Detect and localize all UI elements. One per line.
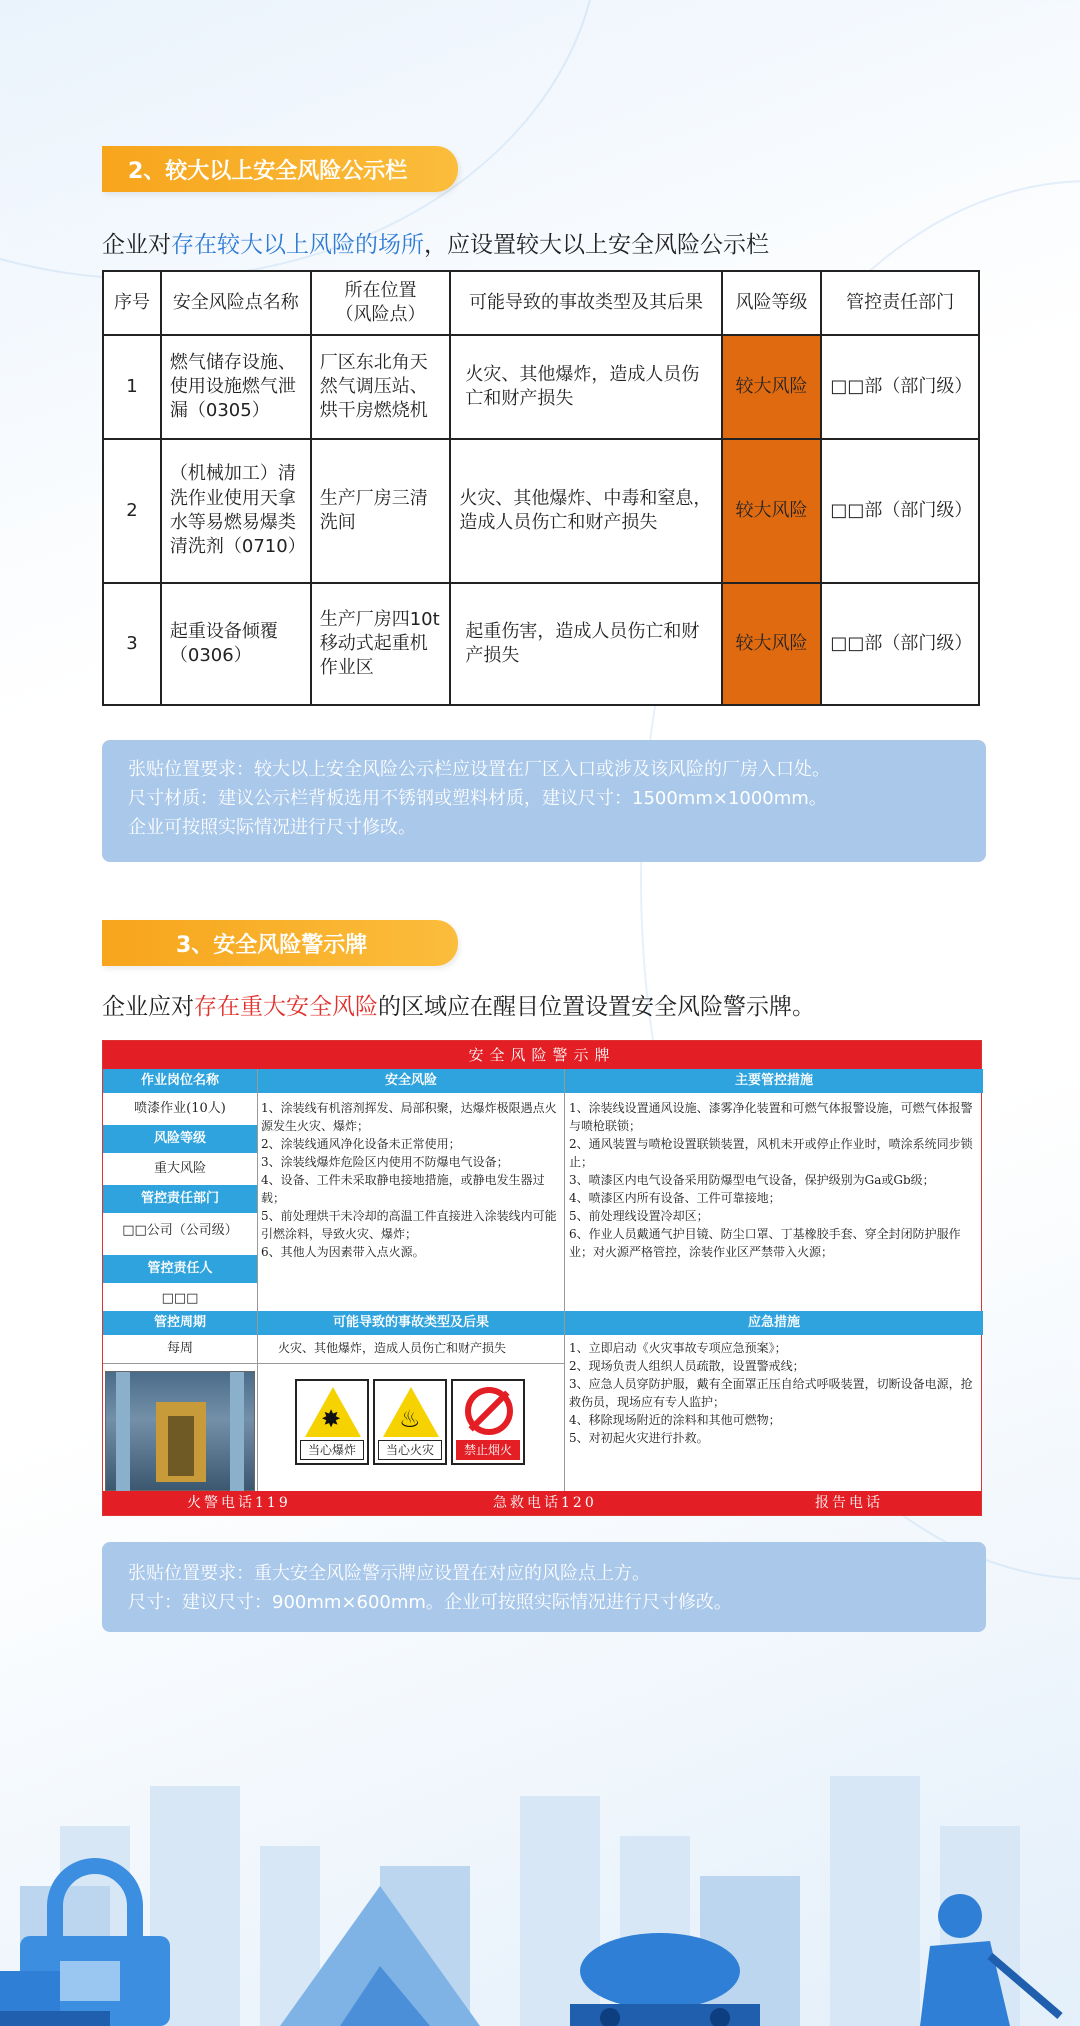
cell-name: （机械加工）清洗作业使用天拿水等易燃易爆类清洗剂（0710） [161, 439, 311, 583]
emergency-item: 1、立即启动《火灾事故专项应急预案》； [569, 1341, 787, 1355]
sign-cycle-label: 管控周期 [103, 1311, 257, 1335]
sign-footer [103, 1491, 981, 1515]
intro-text: ，应设置较大以上安全风险公示栏 [424, 232, 769, 258]
cell-consequence: 火灾、其他爆炸，造成人员伤亡和财产损失 [450, 335, 721, 439]
sign-emergency-list [569, 1339, 979, 1447]
sign-post-value: 喷漆作业(10人) [134, 1101, 226, 1116]
emergency-item: 2、现场负责人组织人员疏散，设置警戒线； [569, 1359, 805, 1373]
risk-warning-sign [102, 1040, 982, 1516]
sign-col-post: 作业岗位名称 [103, 1069, 257, 1093]
measure-item: 6、作业人员戴通气护目镜、防尘口罩、丁基橡胶手套、穿全封闭防护服作业；对火源严格管控，涂装作业区严禁带入火源； [569, 1227, 961, 1259]
cell-location: 生产厂房三清洗间 [311, 439, 451, 583]
notice-line: 尺寸材质：建议公示栏背板选用不锈钢或塑料材质，建议尺寸：1500mm×1000mm。 [128, 787, 827, 809]
sign-col-risk: 安全风险 [258, 1069, 564, 1093]
cell-level: 较大风险 [722, 583, 822, 705]
section2-intro [102, 226, 769, 259]
measure-item: 5、前处理线设置冷却区； [569, 1209, 709, 1223]
cell-location: 厂区东北角天然气调压站、烘干房燃烧机 [311, 335, 451, 439]
no-fire-icon [451, 1379, 525, 1465]
sign-consequence-label: 可能导致的事故类型及后果 [258, 1311, 564, 1335]
measure-item: 4、喷漆区内所有设备、工件可靠接地； [569, 1191, 781, 1205]
th-location: 所在位置 （风险点） [311, 271, 451, 335]
section2-tab [102, 146, 458, 192]
intro-text: 企业对 [102, 232, 171, 258]
cell-name: 起重设备倾覆（0306） [161, 583, 311, 705]
risk-item: 4、设备、工件未采取静电接地措施，或静电发生器过载； [261, 1173, 545, 1205]
risk-item: 6、其他人为因素带入点火源。 [261, 1245, 425, 1259]
sign-cycle-value: 每周 [166, 1341, 193, 1356]
measure-item: 1、涂装线设置通风设施、漆雾净化装置和可燃气体报警设施，可燃气体报警与喷枪联锁； [569, 1101, 973, 1133]
cell-location: 生产厂房四10t移动式起重机作业区 [311, 583, 451, 705]
sign-emergency-label: 应急措施 [565, 1311, 983, 1335]
sign-person-value: □□□ [161, 1291, 199, 1306]
hazard-label: 禁止烟火 [456, 1440, 520, 1460]
th-level: 风险等级 [722, 271, 822, 335]
explosion-warning-icon: ✸ 当心爆炸 [295, 1379, 369, 1465]
emergency-item: 5、对初起火灾进行扑救。 [569, 1431, 709, 1445]
intro-highlight: 存在重大安全风险 [194, 994, 378, 1020]
measure-item: 2、通风装置与喷枪设置联锁装置，风机未开或停止作业时，喷涂系统同步锁止； [569, 1137, 973, 1169]
section3-notice [102, 1542, 986, 1632]
sign-consequence-value: 火灾、其他爆炸，造成人员伤亡和财产损失 [278, 1341, 507, 1355]
cell-dept: □□部（部门级） [821, 583, 979, 705]
cell-consequence: 火灾、其他爆炸、中毒和窒息，造成人员伤亡和财产损失 [450, 439, 721, 583]
sign-col-measures: 主要管控措施 [565, 1069, 983, 1093]
sign-dept-label: 管控责任部门 [103, 1185, 257, 1213]
sign-title: 安全风险警示牌 [103, 1041, 981, 1069]
risk-item: 1、涂装线有机溶剂挥发、局部积聚，达爆炸极限遇点火源发生火灾、爆炸； [261, 1101, 557, 1133]
cell-consequence: 起重伤害，造成人员伤亡和财产损失 [450, 583, 721, 705]
table-row [103, 439, 979, 583]
cell-no: 3 [103, 583, 161, 705]
risk-item: 2、涂装线通风净化设备未正常使用； [261, 1137, 461, 1151]
section2-tab-label: 2、较大以上安全风险公示栏 [128, 158, 408, 184]
measure-item: 3、喷漆区内电气设备采用防爆型电气设备，保护级别为Ga或Gb级； [569, 1173, 935, 1187]
section2-notice [102, 740, 986, 862]
intro-text: 的区域应在醒目位置设置安全风险警示牌。 [378, 994, 815, 1020]
th-no: 序号 [103, 271, 161, 335]
hazard-label: 当心火灾 [378, 1440, 442, 1460]
risk-item: 3、涂装线爆炸危险区内使用不防爆电气设备； [261, 1155, 509, 1169]
emergency-item: 4、移除现场附近的涂料和其他可燃物； [569, 1413, 781, 1427]
sign-risk-list [261, 1099, 561, 1261]
divider [564, 1069, 565, 1491]
workshop-photo [105, 1371, 255, 1491]
cell-dept: □□部（部门级） [821, 335, 979, 439]
hazard-label: 当心爆炸 [300, 1440, 364, 1460]
sign-measures-list [569, 1099, 979, 1261]
th-consequence: 可能导致的事故类型及其后果 [450, 271, 721, 335]
emergency-item: 3、应急人员穿防护服，戴有全面罩正压自给式呼吸装置，切断设备电源，抢救伤员，现场应有专人监护； [569, 1377, 973, 1409]
th-name: 安全风险点名称 [161, 271, 311, 335]
section3-intro [102, 988, 815, 1021]
cell-no: 1 [103, 335, 161, 439]
notice-line: 张贴位置要求：较大以上安全风险公示栏应设置在厂区入口或涉及该风险的厂房入口处。 [128, 759, 830, 780]
section3-tab-label: 3、安全风险警示牌 [176, 932, 368, 958]
cell-no: 2 [103, 439, 161, 583]
cell-dept: □□部（部门级） [821, 439, 979, 583]
th-dept: 管控责任部门 [821, 271, 979, 335]
notice-line: 尺寸：建议尺寸：900mm×600mm。企业可按照实际情况进行尺寸修改。 [128, 1591, 732, 1613]
divider [103, 1363, 564, 1364]
notice-line: 张贴位置要求：重大安全风险警示牌应设置在对应的风险点上方。 [128, 1563, 650, 1584]
fire-phone: 火警电话119 [187, 1495, 291, 1511]
risk-board-table [102, 270, 980, 706]
fire-warning-icon: ♨ 当心火灾 [373, 1379, 447, 1465]
cell-name: 燃气储存设施、使用设施燃气泄漏（0305） [161, 335, 311, 439]
intro-text: 企业应对 [102, 994, 194, 1020]
notice-line: 企业可按照实际情况进行尺寸修改。 [128, 816, 416, 838]
sign-level-value: 重大风险 [153, 1161, 206, 1176]
table-row [103, 335, 979, 439]
table-header-row [103, 271, 979, 335]
intro-highlight: 存在较大以上风险的场所 [171, 232, 424, 258]
sign-person-label: 管控责任人 [103, 1255, 257, 1283]
cell-level: 较大风险 [722, 439, 822, 583]
cell-level: 较大风险 [722, 335, 822, 439]
divider [257, 1069, 258, 1491]
report-phone: 报告电话 [815, 1495, 883, 1511]
section3-tab [102, 920, 458, 966]
table-row [103, 583, 979, 705]
sign-dept-value: □□公司（公司级） [122, 1223, 238, 1238]
city-illustration [0, 1766, 1080, 2026]
sign-level-label: 风险等级 [103, 1125, 257, 1153]
aid-phone: 急救电话120 [493, 1495, 597, 1511]
risk-item: 5、前处理烘干未冷却的高温工件直接进入涂装线内可能引燃涂料，导致火灾、爆炸； [261, 1209, 557, 1241]
